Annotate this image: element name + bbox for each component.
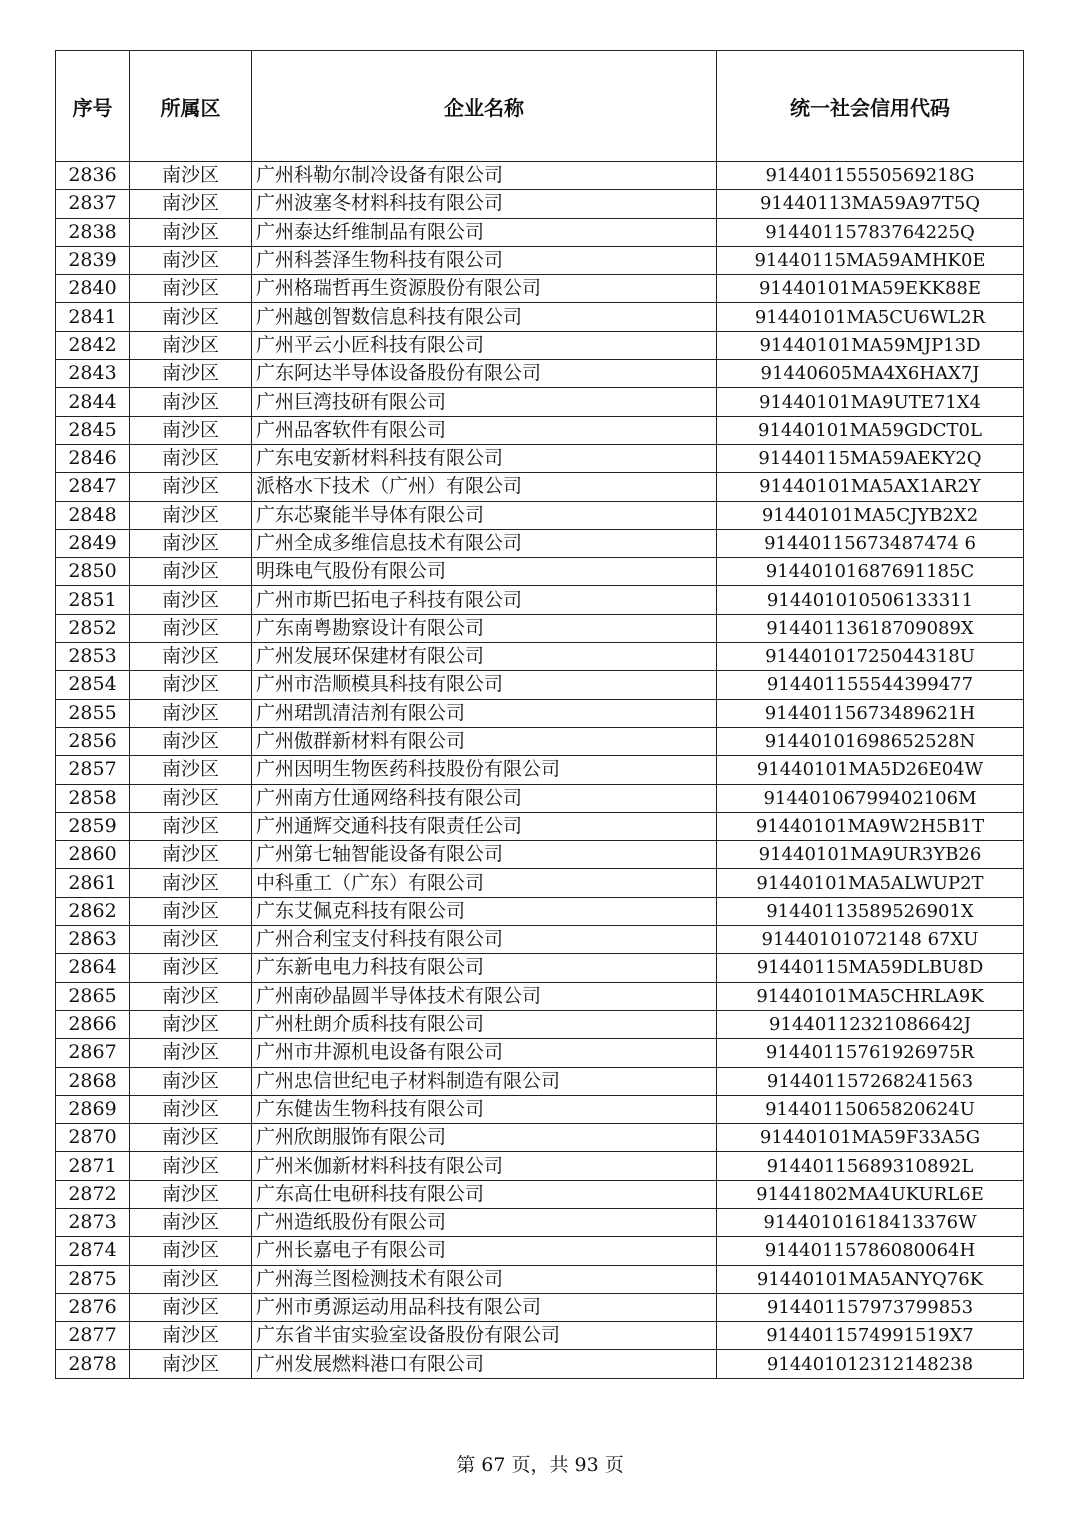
company-name-cell: 广州南砂晶圆半导体技术有限公司 bbox=[252, 982, 717, 1010]
credit-code-cell: 91440115MA59DLBU8D bbox=[717, 954, 1024, 982]
district-cell: 南沙区 bbox=[130, 275, 252, 303]
table-row bbox=[56, 1208, 1024, 1236]
credit-code-cell: 914401010506133311 bbox=[717, 586, 1024, 614]
company-name-cell: 广东阿达半导体设备股份有限公司 bbox=[252, 360, 717, 388]
district-cell: 南沙区 bbox=[130, 303, 252, 331]
credit-code-cell: 91440101MA59MJP13D bbox=[717, 331, 1024, 359]
company-name-cell: 广州忠信世纪电子材料制造有限公司 bbox=[252, 1067, 717, 1095]
serial-number-cell: 2838 bbox=[56, 218, 130, 246]
district-cell: 南沙区 bbox=[130, 1322, 252, 1350]
district-cell: 南沙区 bbox=[130, 897, 252, 925]
district-cell: 南沙区 bbox=[130, 473, 252, 501]
serial-number-cell: 2843 bbox=[56, 360, 130, 388]
table-row bbox=[56, 614, 1024, 642]
district-cell: 南沙区 bbox=[130, 331, 252, 359]
district-cell: 南沙区 bbox=[130, 444, 252, 472]
serial-number-cell: 2850 bbox=[56, 558, 130, 586]
company-name-cell: 广州造纸股份有限公司 bbox=[252, 1208, 717, 1236]
table-row bbox=[56, 444, 1024, 472]
serial-number-cell: 2853 bbox=[56, 643, 130, 671]
district-cell: 南沙区 bbox=[130, 784, 252, 812]
district-cell: 南沙区 bbox=[130, 1293, 252, 1321]
district-cell: 南沙区 bbox=[130, 1152, 252, 1180]
serial-number-cell: 2871 bbox=[56, 1152, 130, 1180]
table-row bbox=[56, 190, 1024, 218]
company-name-cell: 广州越创智数信息科技有限公司 bbox=[252, 303, 717, 331]
company-name-cell: 广州米伽新材料科技有限公司 bbox=[252, 1152, 717, 1180]
table-row bbox=[56, 162, 1024, 190]
table-row bbox=[56, 699, 1024, 727]
serial-number-cell: 2862 bbox=[56, 897, 130, 925]
table-row bbox=[56, 473, 1024, 501]
table-row bbox=[56, 1124, 1024, 1152]
serial-number-cell: 2860 bbox=[56, 841, 130, 869]
header-district: 所属区 bbox=[130, 51, 252, 162]
company-name-cell: 广东电安新材料科技有限公司 bbox=[252, 444, 717, 472]
serial-number-cell: 2848 bbox=[56, 501, 130, 529]
credit-code-cell: 91440115786080064H bbox=[717, 1237, 1024, 1265]
company-name-cell: 广东高仕电研科技有限公司 bbox=[252, 1180, 717, 1208]
credit-code-cell: 91440115065820624U bbox=[717, 1095, 1024, 1123]
company-name-cell: 广州发展环保建材有限公司 bbox=[252, 643, 717, 671]
district-cell: 南沙区 bbox=[130, 162, 252, 190]
credit-code-cell: 91440113618709089X bbox=[717, 614, 1024, 642]
table-row bbox=[56, 331, 1024, 359]
credit-code-cell: 91440101MA59EKK88E bbox=[717, 275, 1024, 303]
credit-code-cell: 91440101MA59F33A5G bbox=[717, 1124, 1024, 1152]
company-name-cell: 广州科勒尔制冷设备有限公司 bbox=[252, 162, 717, 190]
company-name-cell: 广州傲群新材料有限公司 bbox=[252, 727, 717, 755]
district-cell: 南沙区 bbox=[130, 671, 252, 699]
district-cell: 南沙区 bbox=[130, 416, 252, 444]
table-row bbox=[56, 360, 1024, 388]
serial-number-cell: 2873 bbox=[56, 1208, 130, 1236]
serial-number-cell: 2839 bbox=[56, 246, 130, 274]
table-row bbox=[56, 784, 1024, 812]
credit-code-cell: 91440115761926975R bbox=[717, 1039, 1024, 1067]
company-name-cell: 广州泰达纤维制品有限公司 bbox=[252, 218, 717, 246]
credit-code-cell: 91440101MA59GDCT0L bbox=[717, 416, 1024, 444]
credit-code-cell: 91440115783764225Q bbox=[717, 218, 1024, 246]
company-name-cell: 广州全成多维信息技术有限公司 bbox=[252, 529, 717, 557]
credit-code-cell: 914401157268241563 bbox=[717, 1067, 1024, 1095]
serial-number-cell: 2874 bbox=[56, 1237, 130, 1265]
district-cell: 南沙区 bbox=[130, 1237, 252, 1265]
table-row bbox=[56, 1152, 1024, 1180]
district-cell: 南沙区 bbox=[130, 360, 252, 388]
table-row bbox=[56, 501, 1024, 529]
district-cell: 南沙区 bbox=[130, 529, 252, 557]
company-name-cell: 广州平云小匠科技有限公司 bbox=[252, 331, 717, 359]
credit-code-cell: 91440101MA5CJYB2X2 bbox=[717, 501, 1024, 529]
credit-code-cell: 91440115673487474 6 bbox=[717, 529, 1024, 557]
serial-number-cell: 2876 bbox=[56, 1293, 130, 1321]
district-cell: 南沙区 bbox=[130, 1039, 252, 1067]
company-name-cell: 广州品客软件有限公司 bbox=[252, 416, 717, 444]
serial-number-cell: 2846 bbox=[56, 444, 130, 472]
credit-code-cell: 91440101MA9UTE71X4 bbox=[717, 388, 1024, 416]
company-name-cell: 广东艾佩克科技有限公司 bbox=[252, 897, 717, 925]
credit-code-cell: 91440113589526901X bbox=[717, 897, 1024, 925]
table-row bbox=[56, 1180, 1024, 1208]
serial-number-cell: 2840 bbox=[56, 275, 130, 303]
table-row bbox=[56, 303, 1024, 331]
district-cell: 南沙区 bbox=[130, 501, 252, 529]
credit-code-cell: 91440113MA59A97T5Q bbox=[717, 190, 1024, 218]
table-row bbox=[56, 756, 1024, 784]
credit-code-cell: 91441802MA4UKURL6E bbox=[717, 1180, 1024, 1208]
serial-number-cell: 2867 bbox=[56, 1039, 130, 1067]
table-row bbox=[56, 1237, 1024, 1265]
credit-code-cell: 91440115689310892L bbox=[717, 1152, 1024, 1180]
table-row bbox=[56, 586, 1024, 614]
district-cell: 南沙区 bbox=[130, 1067, 252, 1095]
serial-number-cell: 2849 bbox=[56, 529, 130, 557]
company-name-cell: 派格水下技术（广州）有限公司 bbox=[252, 473, 717, 501]
header-credit-code: 统一社会信用代码 bbox=[717, 51, 1024, 162]
company-name-cell: 广州因明生物医药科技股份有限公司 bbox=[252, 756, 717, 784]
table-row bbox=[56, 643, 1024, 671]
header-serial-number: 序号 bbox=[56, 51, 130, 162]
serial-number-cell: 2859 bbox=[56, 812, 130, 840]
serial-number-cell: 2869 bbox=[56, 1095, 130, 1123]
serial-number-cell: 2868 bbox=[56, 1067, 130, 1095]
company-name-cell: 广州长嘉电子有限公司 bbox=[252, 1237, 717, 1265]
table-row bbox=[56, 1293, 1024, 1321]
credit-code-cell: 91440101725044318U bbox=[717, 643, 1024, 671]
company-name-cell: 广州巨湾技研有限公司 bbox=[252, 388, 717, 416]
company-name-cell: 广东芯聚能半导体有限公司 bbox=[252, 501, 717, 529]
credit-code-cell: 91440101MA9UR3YB26 bbox=[717, 841, 1024, 869]
table-row bbox=[56, 841, 1024, 869]
table-row bbox=[56, 416, 1024, 444]
header-company-name: 企业名称 bbox=[252, 51, 717, 162]
district-cell: 南沙区 bbox=[130, 926, 252, 954]
serial-number-cell: 2851 bbox=[56, 586, 130, 614]
header-row bbox=[56, 51, 1024, 162]
credit-code-cell: 91440115MA59AEKY2Q bbox=[717, 444, 1024, 472]
credit-code-cell: 9144011574991519X7 bbox=[717, 1322, 1024, 1350]
district-cell: 南沙区 bbox=[130, 812, 252, 840]
table-row bbox=[56, 558, 1024, 586]
credit-code-cell: 91440112321086642J bbox=[717, 1010, 1024, 1038]
company-name-cell: 广州市浩顺模具科技有限公司 bbox=[252, 671, 717, 699]
company-name-cell: 广州合利宝支付科技有限公司 bbox=[252, 926, 717, 954]
serial-number-cell: 2857 bbox=[56, 756, 130, 784]
district-cell: 南沙区 bbox=[130, 1095, 252, 1123]
serial-number-cell: 2842 bbox=[56, 331, 130, 359]
company-name-cell: 广州杜朗介质科技有限公司 bbox=[252, 1010, 717, 1038]
table-row bbox=[56, 1322, 1024, 1350]
district-cell: 南沙区 bbox=[130, 727, 252, 755]
table-row bbox=[56, 529, 1024, 557]
company-name-cell: 广东南粤勘察设计有限公司 bbox=[252, 614, 717, 642]
credit-code-cell: 91440605MA4X6HAX7J bbox=[717, 360, 1024, 388]
serial-number-cell: 2854 bbox=[56, 671, 130, 699]
credit-code-cell: 91440101MA5CHRLA9K bbox=[717, 982, 1024, 1010]
district-cell: 南沙区 bbox=[130, 388, 252, 416]
company-name-cell: 广东健齿生物科技有限公司 bbox=[252, 1095, 717, 1123]
credit-code-cell: 91440101MA5ANYQ76K bbox=[717, 1265, 1024, 1293]
district-cell: 南沙区 bbox=[130, 756, 252, 784]
serial-number-cell: 2866 bbox=[56, 1010, 130, 1038]
serial-number-cell: 2856 bbox=[56, 727, 130, 755]
serial-number-cell: 2878 bbox=[56, 1350, 130, 1378]
credit-code-cell: 914401012312148238 bbox=[717, 1350, 1024, 1378]
company-name-cell: 明珠电气股份有限公司 bbox=[252, 558, 717, 586]
credit-code-cell: 91440101072148 67XU bbox=[717, 926, 1024, 954]
district-cell: 南沙区 bbox=[130, 246, 252, 274]
serial-number-cell: 2877 bbox=[56, 1322, 130, 1350]
credit-code-cell: 91440115550569218G bbox=[717, 162, 1024, 190]
table-row bbox=[56, 954, 1024, 982]
district-cell: 南沙区 bbox=[130, 954, 252, 982]
company-name-cell: 广州欣朗服饰有限公司 bbox=[252, 1124, 717, 1152]
serial-number-cell: 2845 bbox=[56, 416, 130, 444]
table-row bbox=[56, 218, 1024, 246]
district-cell: 南沙区 bbox=[130, 558, 252, 586]
table-row bbox=[56, 246, 1024, 274]
credit-code-cell: 91440101698652528N bbox=[717, 727, 1024, 755]
company-name-cell: 广州波塞冬材料科技有限公司 bbox=[252, 190, 717, 218]
credit-code-cell: 914401157973799853 bbox=[717, 1293, 1024, 1321]
company-name-cell: 广州格瑞哲再生资源股份有限公司 bbox=[252, 275, 717, 303]
credit-code-cell: 91440115MA59AMHK0E bbox=[717, 246, 1024, 274]
credit-code-cell: 91440101MA5CU6WL2R bbox=[717, 303, 1024, 331]
table-row bbox=[56, 869, 1024, 897]
credit-code-cell: 91440101MA9W2H5B1T bbox=[717, 812, 1024, 840]
company-name-cell: 广州珺凯清洁剂有限公司 bbox=[252, 699, 717, 727]
district-cell: 南沙区 bbox=[130, 982, 252, 1010]
district-cell: 南沙区 bbox=[130, 1265, 252, 1293]
district-cell: 南沙区 bbox=[130, 614, 252, 642]
company-name-cell: 广州发展燃料港口有限公司 bbox=[252, 1350, 717, 1378]
district-cell: 南沙区 bbox=[130, 1208, 252, 1236]
serial-number-cell: 2865 bbox=[56, 982, 130, 1010]
company-name-cell: 广州市勇源运动用品科技有限公司 bbox=[252, 1293, 717, 1321]
credit-code-cell: 91440101618413376W bbox=[717, 1208, 1024, 1236]
company-name-cell: 广州科荟泽生物科技有限公司 bbox=[252, 246, 717, 274]
serial-number-cell: 2844 bbox=[56, 388, 130, 416]
company-name-cell: 广州南方仕通网络科技有限公司 bbox=[252, 784, 717, 812]
company-name-cell: 广州海兰图检测技术有限公司 bbox=[252, 1265, 717, 1293]
table-row bbox=[56, 1350, 1024, 1378]
credit-code-cell: 91440101MA5AX1AR2Y bbox=[717, 473, 1024, 501]
district-cell: 南沙区 bbox=[130, 218, 252, 246]
table-row bbox=[56, 812, 1024, 840]
table-row bbox=[56, 926, 1024, 954]
table-row bbox=[56, 897, 1024, 925]
company-name-cell: 中科重工（广东）有限公司 bbox=[252, 869, 717, 897]
table-row bbox=[56, 671, 1024, 699]
company-name-cell: 广州通辉交通科技有限责任公司 bbox=[252, 812, 717, 840]
credit-code-cell: 914401155544399477 bbox=[717, 671, 1024, 699]
table-row bbox=[56, 1265, 1024, 1293]
district-cell: 南沙区 bbox=[130, 586, 252, 614]
serial-number-cell: 2863 bbox=[56, 926, 130, 954]
table-row bbox=[56, 1095, 1024, 1123]
credit-code-cell: 91440101687691185C bbox=[717, 558, 1024, 586]
company-name-cell: 广州市井源机电设备有限公司 bbox=[252, 1039, 717, 1067]
table-row bbox=[56, 275, 1024, 303]
serial-number-cell: 2837 bbox=[56, 190, 130, 218]
serial-number-cell: 2841 bbox=[56, 303, 130, 331]
table-row bbox=[56, 727, 1024, 755]
table-row bbox=[56, 1039, 1024, 1067]
district-cell: 南沙区 bbox=[130, 699, 252, 727]
credit-code-cell: 91440106799402106M bbox=[717, 784, 1024, 812]
district-cell: 南沙区 bbox=[130, 1010, 252, 1038]
district-cell: 南沙区 bbox=[130, 190, 252, 218]
credit-code-cell: 91440101MA5D26E04W bbox=[717, 756, 1024, 784]
district-cell: 南沙区 bbox=[130, 1350, 252, 1378]
table-row bbox=[56, 388, 1024, 416]
serial-number-cell: 2836 bbox=[56, 162, 130, 190]
district-cell: 南沙区 bbox=[130, 1124, 252, 1152]
serial-number-cell: 2855 bbox=[56, 699, 130, 727]
serial-number-cell: 2872 bbox=[56, 1180, 130, 1208]
company-name-cell: 广州市斯巴拓电子科技有限公司 bbox=[252, 586, 717, 614]
district-cell: 南沙区 bbox=[130, 1180, 252, 1208]
table-body bbox=[56, 162, 1024, 1379]
serial-number-cell: 2861 bbox=[56, 869, 130, 897]
company-name-cell: 广东新电电力科技有限公司 bbox=[252, 954, 717, 982]
company-name-cell: 广东省半宙实验室设备股份有限公司 bbox=[252, 1322, 717, 1350]
serial-number-cell: 2864 bbox=[56, 954, 130, 982]
table-row bbox=[56, 1067, 1024, 1095]
serial-number-cell: 2858 bbox=[56, 784, 130, 812]
district-cell: 南沙区 bbox=[130, 643, 252, 671]
enterprise-table bbox=[55, 50, 1024, 1379]
table-row bbox=[56, 982, 1024, 1010]
district-cell: 南沙区 bbox=[130, 841, 252, 869]
serial-number-cell: 2852 bbox=[56, 614, 130, 642]
credit-code-cell: 91440101MA5ALWUP2T bbox=[717, 869, 1024, 897]
company-name-cell: 广州第七轴智能设备有限公司 bbox=[252, 841, 717, 869]
table-row bbox=[56, 1010, 1024, 1038]
serial-number-cell: 2847 bbox=[56, 473, 130, 501]
serial-number-cell: 2870 bbox=[56, 1124, 130, 1152]
credit-code-cell: 91440115673489621H bbox=[717, 699, 1024, 727]
page-footer: 第 67 页，共 93 页 bbox=[456, 1454, 624, 1476]
serial-number-cell: 2875 bbox=[56, 1265, 130, 1293]
district-cell: 南沙区 bbox=[130, 869, 252, 897]
